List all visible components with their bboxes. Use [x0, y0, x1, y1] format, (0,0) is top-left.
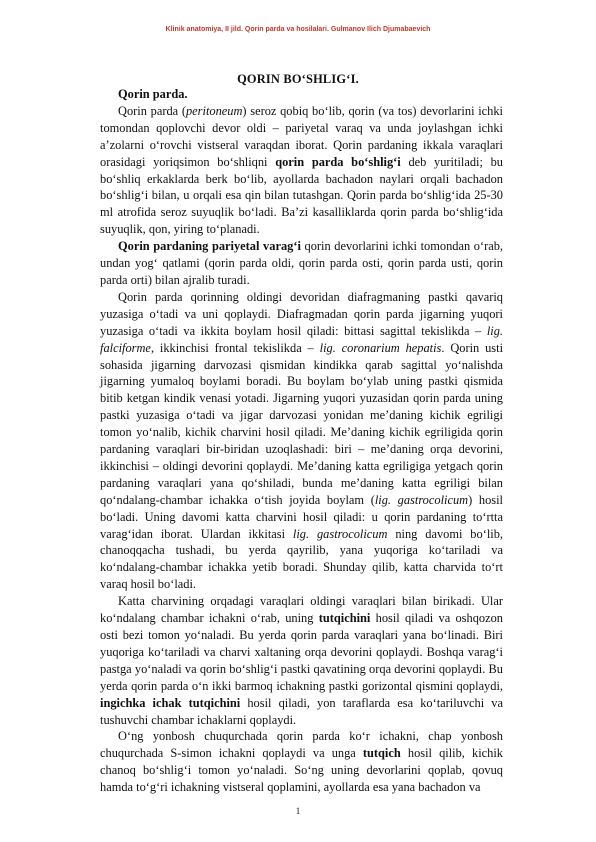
text-run: hosil qilib, kichik chanoq bo‘shlig‘i tomon yo‘naladi. So‘ng uning devorlarini qoplab, qovuq hamda to‘g‘ri ichakning vistseral qoplamini, ayollarda esa yana bachadon va	[100, 746, 503, 795]
bold-term: tutqich	[362, 746, 401, 761]
running-header: Klinik anatomiya, II jild. Qorin parda va hosilalari. Gulmanov Ilich Djumabaevich	[165, 26, 431, 33]
bold-term: Qorin pardaning pariyetal varag‘i	[118, 239, 301, 254]
text-run: . Qorin usti sohasida jigarning darvozasi qismidan kindikka qarab sagittal yo‘nalishda jigarning yumaloq boylami boradi. Bu boylam bo‘ylab uning pastki qismida bitib ketgan kindik venasi yotadi. Jigarning yuqori yuzasidan qorin parda uning pastki yuzasiga o‘tadi va jigar darvozasi yonidan me’daning kichik egriligi tomon yo‘nalib, kichik charvini hosil qiladi. Me’daning kichik egriligida qorin pardaning varaqlari bir-biridan uzoqlashadi: biri – me’daning orqa devorini, ikkinchisi – oldingi devorini qoplaydi. Me’daning katta egriligiga yetgach qorin pardaning varaqlari yana qo‘shiladi, bunda me’daning katta egriligi bilan qo‘ndalang-chambar ichakka o‘tish joyida boylam (	[100, 340, 504, 507]
text-run: Katta charvining orqadagi varaqlari oldingi varaqlari bilan birikadi. Ular ko‘ndalang chambar ichakni o‘rab, uning	[100, 594, 503, 626]
paragraph-5	[100, 728, 503, 796]
italic-term: lig. falciforme	[100, 323, 503, 355]
body-text	[100, 86, 503, 796]
text-run: Qorin parda (	[118, 103, 186, 118]
text-run: , ikkinchisi frontal tekislikda –	[150, 340, 320, 355]
text-run: ning davomi bo‘lib, chanoqqacha tushadi, bu yerda qayrilib, yana yuqoriga ko‘tariladi va ko‘ndalang-chambar ichakka yetib boradi. Shunday qilib, katta charvida to‘rt varaq hosil bo‘ladi.	[100, 526, 503, 592]
section-title: QORIN BO‘SHLIG‘I.	[237, 72, 359, 86]
bold-term: ingichka ichak tutqichini	[100, 695, 241, 710]
paragraph-3	[100, 289, 503, 593]
text-run: Qorin parda qorinning oldingi devoridan diafragmaning pastki qavariq yuzasiga o‘tadi va uni qoplaydi. Diafragmadan qorin parda jigarning yuqori yuzasiga o‘tadi va ikkita boylam hosil qiladi: bittasi sagittal tekislikda –	[100, 289, 503, 338]
text-run: qorin devorlarini ichki tomondan o‘rab, undan yog‘ qatlami (qorin parda oldi, qorin parda osti, qorin parda usti, qorin parda orti) bilan ajralib turadi.	[100, 239, 504, 287]
text-run: ) seroz qobiq bo‘lib, qorin (va tos) devorlarini ichki tomondan qoplovchi devor oldi – pariyetal varaq va unda joylashgan ichki a’zolarni o‘rovchi vistseral varaqdan iborat. Qorin pardaning ikkala varaqlari orasidagi yoriqsimon bo‘shliqni	[100, 103, 504, 169]
page-number: 1	[295, 806, 301, 816]
italic-term: lig. gastrocolicum	[292, 526, 388, 541]
bold-term: tutqichini	[318, 611, 371, 626]
paragraph-4	[100, 593, 503, 728]
italic-term: lig. gastrocolicum	[374, 492, 469, 507]
text-run: ) hosil bo‘ladi. Uning davomi katta charvini hosil qiladi: u qorin pardaning to‘rtta varag‘idan iborat. Ulardan ikkitasi	[100, 492, 503, 541]
bold-term: qorin parda bo‘shlig‘i	[275, 154, 401, 169]
subheading: Qorin parda.	[118, 87, 188, 101]
text-run: deb yuritiladi; bu bo‘shliq erkaklarda berk bo‘lib, ayollarda bachadon naylari orqali bachadon bo‘shlig‘i bilan, u orqali esa qin bilan tutashgan. Qorin parda bo‘shlig‘ida 25-30 ml atrofida seroz suyuqlik bo‘ladi. Ba’zi kasalliklarda qorin parda bo‘shlig‘ida suyuqlik, qon, yiring to‘planadi.	[100, 154, 503, 237]
text-run: hosil qiladi va oshqozon osti bezi tomon yo‘naladi. Bu yerda qorin parda varaqlari yana bo‘linadi. Biri yuqoriga ko‘tariladi va charvi xaltaning orqa devorini qoplaydi. Boshqa varag‘i pastga yo‘naladi va qorin bo‘shlig‘i pastki qavatining orqa devorini qoplaydi. Bu yerda qorin parda o‘n ikki barmoq ichakning pastki gorizontal qismini qoplaydi,	[100, 611, 503, 693]
text-run: O‘ng yonbosh chuqurchada qorin parda ko‘r ichakni, chap yonbosh chuqurchada S-simon ichakni qoplaydi va unga	[100, 729, 503, 761]
italic-term: peritoneum	[185, 103, 243, 118]
text-run: hosil qiladi, yon taraflarda esa ko‘tariluvchi va tushuvchi chambar ichaklarni qoplaydi.	[100, 695, 504, 727]
paragraph-2	[100, 238, 503, 289]
paragraph-1	[100, 103, 503, 238]
italic-term: lig. coronarium hepatis	[319, 340, 442, 355]
